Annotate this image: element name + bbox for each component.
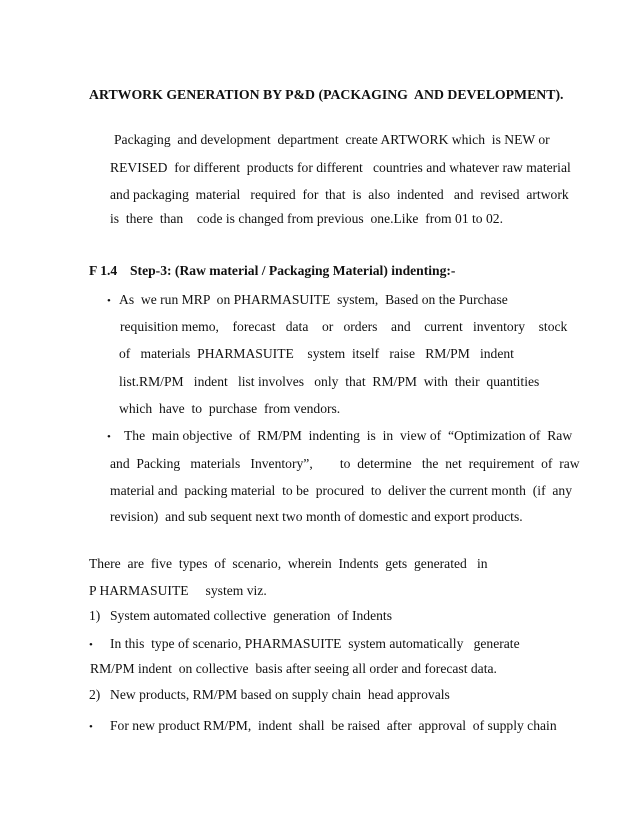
intro-line-4: is there than code is changed from previous one.Like from 01 to 02. — [110, 211, 503, 226]
bullet-icon: • — [89, 639, 93, 651]
intro-line-3: and packaging material required for that is also indented and revised artwork — [110, 187, 569, 202]
bullet2-line-4: revision) and sub sequent next two month of domestic and export products. — [110, 509, 523, 524]
intro-line-1: Packaging and development department create ARTWORK which is NEW or — [114, 132, 550, 147]
bullet1-line-3: of materials PHARMASUITE system itself raise RM/PM indent — [119, 346, 514, 361]
bullet2-line-2: and Packing materials Inventory”, to determine the net requirement of raw — [110, 456, 580, 471]
section-title: Step-3: (Raw material / Packaging Material) indenting:- — [130, 263, 456, 278]
list-item-1-detail-2: RM/PM indent on collective basis after seeing all order and forecast data. — [90, 661, 497, 676]
list-item-1: System automated collective generation of Indents — [110, 608, 392, 623]
list-item-2: New products, RM/PM based on supply chain head approvals — [110, 687, 450, 702]
scenario-line-2: P HARMASUITE system viz. — [89, 583, 267, 598]
scenario-line-1: There are five types of scenario, wherein Indents gets generated in — [89, 556, 488, 571]
bullet1-line-5: which have to purchase from vendors. — [119, 401, 341, 416]
bullet2-line-1: The main objective of RM/PM indenting is in view of “Optimization of Raw — [124, 428, 573, 443]
intro-line-2: REVISED for different products for different countries and whatever raw material — [110, 160, 571, 175]
section-number: F 1.4 — [89, 263, 118, 278]
bullet1-line-2: requisition memo, forecast data or orders and current inventory stock — [120, 319, 568, 334]
bullet1-line-1: As we run MRP on PHARMASUITE system, Based on the Purchase — [119, 292, 508, 307]
list-item-2-number: 2) — [89, 687, 101, 702]
bullet2-line-3: material and packing material to be procured to deliver the current month (if any — [110, 483, 573, 498]
list-item-1-number: 1) — [89, 608, 101, 623]
page-title: ARTWORK GENERATION BY P&D (PACKAGING AND DEVELOPMENT). — [89, 87, 564, 102]
bullet-icon: • — [89, 721, 93, 733]
list-item-1-detail-1: In this type of scenario, PHARMASUITE system automatically generate — [110, 636, 520, 651]
list-item-2-detail: For new product RM/PM, indent shall be raised after approval of supply chain — [110, 718, 557, 733]
bullet1-line-4: list.RM/PM indent list involves only that RM/PM with their quantities — [119, 374, 540, 389]
bullet-icon: • — [107, 431, 111, 443]
bullet-icon: • — [107, 295, 111, 307]
